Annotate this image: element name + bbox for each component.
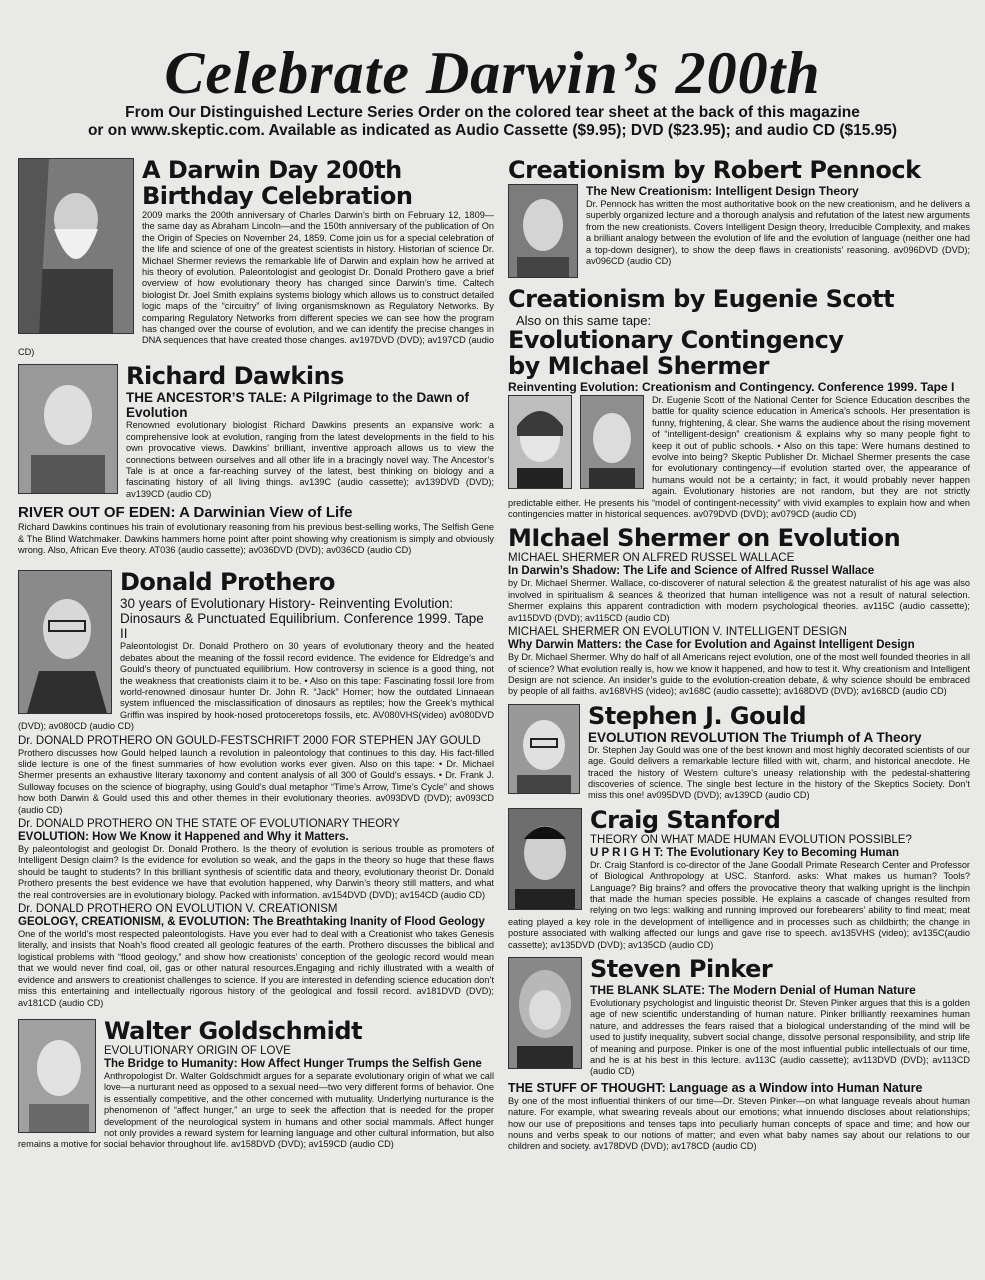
shermer-id-subhead: Why Darwin Matters: the Case for Evolution and Against Intelligent Design xyxy=(508,639,915,652)
page-subtitle xyxy=(40,104,945,140)
section-dawkins xyxy=(18,364,494,556)
prothero-state-subhead: EVOLUTION: How We Know it Happened and Why it Matters. xyxy=(18,831,349,844)
section-shermer xyxy=(508,526,970,697)
section-prothero xyxy=(18,570,494,1009)
pennock-heading: Creationism by Robert Pennock xyxy=(508,156,921,184)
stanford-photo xyxy=(508,808,582,910)
goldschmidt-subhead: EVOLUTIONARY ORIGIN OF LOVE xyxy=(104,1044,291,1057)
section-scott xyxy=(508,287,970,520)
dawkins-photo xyxy=(18,364,118,494)
pinker-photo xyxy=(508,957,582,1069)
darwin-photo xyxy=(18,158,134,334)
dawkins-body: Renowned evolutionary biologist Richard Dawkins presents an expansive work: a comprehensive look at evolution, ranging from the latest developments in the field to his own provocative views. Dawkins’ brilliant, inventive approach allows us to view the connections between ourselves and all other life in a bracingly novel way. The Ancestor’s Tale is at once a far-reaching survey of the latest, best thinking on biology and a fascinating history of all living things. av139C (audio cassette); av139DVD (DVD); av139CD (audio CD) xyxy=(126,420,494,499)
dawkins-heading: Richard Dawkins xyxy=(126,362,344,391)
section-pinker xyxy=(508,957,970,1153)
subtitle-line-1: From Our Distinguished Lecture Series Order on the colored tear sheet at the back of this magazine xyxy=(125,104,860,121)
scott-heading: Creationism by Eugenie Scott xyxy=(508,285,895,313)
shermer-photo xyxy=(580,395,644,489)
prothero-creationism-heading: Dr. DONALD PROTHERO ON EVOLUTION V. CREATIONISM xyxy=(18,903,338,916)
section-gould xyxy=(508,701,970,802)
scott-subhead: Reinventing Evolution: Creationism and Contingency. Conference 1999. Tape I xyxy=(508,380,955,394)
stanford-subhead-2: U P R I G H T: The Evolutionary Key to Becoming Human xyxy=(590,846,900,859)
dawkins-river-heading: RIVER OUT OF EDEN: A Darwinian View of Life xyxy=(18,504,353,522)
prothero-subhead: 30 years of Evolutionary History- Reinventing Evolution: Dinosaurs & Punctuated Equilibrium. Conference 1999. Tape II xyxy=(120,596,484,642)
pinker-stuff-heading: THE STUFF OF THOUGHT: Language as a Window into Human Nature xyxy=(508,1080,923,1095)
scott-also-label: Also on this same tape: xyxy=(516,313,652,328)
contingency-heading-2: by MIchael Shermer xyxy=(508,352,769,380)
left-column xyxy=(18,158,494,1157)
section-goldschmidt xyxy=(18,1016,494,1151)
gould-subhead: EVOLUTION REVOLUTION The Triumph of A Theory xyxy=(588,729,922,745)
pinker-body: Evolutionary psychologist and linguistic theorist Dr. Steven Pinker argues that this is a golden age of new scientific understanding of human nature. Pinker brilliantly reexamines human nature, and addresses the fears raised that a biological understanding of the mind will be used to justify inequality, subvert social change, dissolve personal responsibility, and strip life of meaning and purpose. Pinker is one of the most influential public intellectuals of our time, and he is at his best in this lecture. av113C (audio cassette); av113DVD (DVD); av113CD (audio CD) xyxy=(590,998,970,1077)
shermer-id-heading: MICHAEL SHERMER ON EVOLUTION V. INTELLIGENT DESIGN xyxy=(508,626,847,639)
gould-body: Dr. Stephen Jay Gould was one of the best known and most highly decorated scientists of our age. Gould delivers a remarkable lecture filled with wit, charm, and historical anecdote. He traced the history of Western culture’s uneasy relationship with the pedestal-shattering discoveries of science. The single best lecture in the history of the Skeptics Society. Don’t miss this one! av095DVD (DVD); av139CD (audio CD) xyxy=(588,744,970,801)
prothero-gould-body: Prothero discusses how Gould helped launch a revolution in paleontology that continues to this day. His fact-filled slide lecture is one of the finest summaries of how evolution works ever given. Also on this tape: • Dr. Michael Shermer presents an exhaustive literary taxonomy and content analysis of all 300 of Gould’s essays. • Dr. Frank J. Sulloway focuses on the science of biography, using Gould’s dual metaphor “Time’s Arrow, Time’s Cycle” and shows how both Darwin & Gould used this and other themes in their evolutionary theories. av093DVD (DVD); av093CD (audio CD) xyxy=(18,747,494,815)
shermer-wallace-body: by Dr. Michael Shermer. Wallace, co-discoverer of natural selection & the greatest naturalist of his age was also involved in spiritualism & seances & theorized that human intelligence was not a result of natural selection. Shermer explains this apparent contradiction with modern psychological theories. av115C (audio cassette); av115DVD (DVD); av115CD (audio CD) xyxy=(508,578,970,623)
darwin-day-heading-2: Birthday Celebration xyxy=(142,182,413,210)
darwin-day-heading-1: A Darwin Day 200th xyxy=(142,156,402,184)
prothero-state-heading: Dr. DONALD PROTHERO ON THE STATE OF EVOLUTIONARY THEORY xyxy=(18,818,400,831)
pennock-subhead: The New Creationism: Intelligent Design Theory xyxy=(586,184,859,198)
section-stanford xyxy=(508,805,970,951)
goldschmidt-body: Anthropologist Dr. Walter Goldschmidt argues for a separate evolutionary origin of what we call love—a nurturant need as opposed to a sexual need—two very different forms of behavior. One is essentially competitive, and the other concerned with mutuality. Underlying nurturance is the phenomenon of “affect hunger,” an urge to seek the affection that is needed for the proper development of the neurological system in humans and other social mammals. Affect hunger not only provides a reward system for learning language and other cultural information, but also remains a motive for social behavior throughout life. av158DVD (DVD); av159CD (audio CD) xyxy=(18,1070,494,1150)
prothero-creationism-body: One of the world’s most respected paleontologists. Have you ever had to deal with a Creationist who takes Genesis literally, and insists that Noah’s flood created all geologic features of the earth. Prothero discusses the biblical and logistical problems with “flood geology,” and show how creationists’ conception of the geologic record would mean that we would never find coal, oil, gas or other natural resources.Engaging and richly illustrated with a wealth of evidence and answers to creationist challenges to science. If you are interested in defending science education don’t miss this entertaining and intellectually rigorous history of the geological and fossil record. av181DVD (DVD); av181CD (audio CD) xyxy=(18,929,494,1008)
stanford-heading: Craig Stanford xyxy=(590,805,781,834)
shermer-wallace-subhead: In Darwin’s Shadow: The Life and Science of Alfred Russel Wallace xyxy=(508,565,875,578)
prothero-state-body: By paleontologist and geologist Dr. Donald Prothero. Is the theory of evolution is serious trouble as promoters of Intelligent Design claim? Is the evidence for evolution so weak, and the gaps in the theory so huge that these flaws should be taught to students? In this brilliant synthesis of scientific data and theory, evolutionary theorist Dr. Donald Prothero presents the best evidence we have that evolution happened, why Darwin’s theory still matters, and what the real controversies are in evolutionary biology. Packed with information. av154DVD (DVD); av154CD (audio CD) xyxy=(18,844,494,900)
dawkins-river-body: Richard Dawkins continues his train of evolutionary reasoning from his previous best-selling works, The Selfish Gene & The Blind Watchmaker. Dawkins hammers home point after point showing why creationism is simply and obviously wrong. Also, African Eve theory. AT036 (audio cassette); av036DVD (DVD); av036CD (audio CD) xyxy=(18,522,494,555)
right-column xyxy=(508,158,970,1159)
stanford-subhead: THEORY ON WHAT MADE HUMAN EVOLUTION POSSIBLE? xyxy=(590,833,912,846)
pinker-heading: Steven Pinker xyxy=(590,955,773,983)
pinker-subhead: THE BLANK SLATE: The Modern Denial of Human Nature xyxy=(590,983,916,997)
section-pennock xyxy=(508,158,970,281)
pennock-body: Dr. Pennock has written the most authoritative book on the new creationism, and he delivers a superbly organized lecture and a thorough analysis and refutation of the latest new arguments from the new creationists. Covers Intelligent Design theory, Irreducible Complexity, and makes a brilliant analogy between the evolution of life and the evolution of language (neither one had a top-down designer), to show the deep flaws in creationists’ reasoning. av096DVD (DVD); av096CD (audio CD) xyxy=(586,199,970,267)
scott-photo xyxy=(508,395,572,489)
pinker-stuff-body: By one of the most influential thinkers of our time—Dr. Steven Pinker—on what language reveals about human nature. For example, what swearing reveals about our emotions; what innuendo discloses about relationships; how our use of prepositions and tenses taps into peculiarly human concepts of space and time; and how our nouns and verbs speak to our notions of matter; and even what baby names say about our relations to our children and society. av178DVD (DVD); av178CD (audio CD) xyxy=(508,1095,970,1152)
shermer-wallace-heading: MICHAEL SHERMER ON ALFRED RUSSEL WALLACE xyxy=(508,552,795,565)
prothero-photo xyxy=(18,570,112,714)
section-darwin-day xyxy=(18,158,494,358)
stanford-body: Dr. Craig Stanford is co-director of the Jane Goodall Primate Research Center and Professor of Biological Anthropology at USC. Stanford. asks: What makes us human? Tools? Language? Big brains? and offers the provocative theory that walking upright is the linchpin that made the human species possible. He explains a cascade of changes resulted from relying on two legs: walking and running improved our forebearers’ ability to find meat; meat eating played a key role in the development of intelligence and in processes such as childbirth; the change in posture associated with walking affected our lungs and gave rise to speech. av135VHS (video); av135C(audio cassette); av135DVD (DVD); av135CD (audio CD) xyxy=(508,859,970,950)
gould-heading: Stephen J. Gould xyxy=(588,701,807,730)
dawkins-subhead: THE ANCESTOR’S TALE: A Pilgrimage to the Dawn of Evolution xyxy=(126,390,470,421)
contingency-heading-1: Evolutionary Contingency xyxy=(508,326,844,354)
scott-body: Dr. Eugenie Scott of the National Center for Science Education describes the battle for quality science education in America’s schools. Her presentation is funny, frightening, & clear. She warns the audience about the rising movement of “intelligent-design” creationism & explains why so many people fight to keep it out of public schools. • Also on this tape: Were humans destined to evolve into being? Skeptic Publisher Dr. Michael Shermer presents the case for evolutionary contingency—if evolution started over, the appearance of humans would not be a certainty; in fact, it would probably never happen again. Evolutionary histories are not random, but they are not strictly predictable either. He presents his “model of contingent-necessity” with vivid examples to explain how and when contingencies matter in historical sequences. av079DVD (DVD); av079CD (audio CD) xyxy=(508,395,970,520)
page-title: Celebrate Darwin’s 200th xyxy=(164,40,821,106)
goldschmidt-subhead-2: The Bridge to Humanity: How Affect Hunger Trumps the Selfish Gene xyxy=(104,1057,482,1070)
prothero-body: Paleontologist Dr. Donald Prothero on 30 years of evolutionary theory and the heated debates about the meaning of the fossil record evidence. The evidence for Eldredge’s and Gould’s theory of punctuated equilibrium. How controversy in science is a good thing, not the weakness that creationists claim it to be. • Also on this tape: Fascinating fossil lore from world-renowned dinosaur hunter Dr. John R. “Jack” Horner; how the outdated Linnaean system influenced the misclassification of dinosaurs as reptiles; how the Greek’s mythical Griffin was inspired by hook-nosed protoceretops fossils, etc. AV080VHS(video) av080DVD (DVD); av080CD (audio CD) xyxy=(18,641,494,732)
prothero-gould-heading: Dr. DONALD PROTHERO ON GOULD-FESTSCHRIFT 2000 FOR STEPHEN JAY GOULD xyxy=(18,734,481,747)
goldschmidt-heading: Walter Goldschmidt xyxy=(104,1016,363,1045)
subtitle-line-2: or on www.skeptic.com. Available as indicated as Audio Cassette ($9.95); DVD ($23.95); and audio CD ($15.95) xyxy=(87,122,898,139)
goldschmidt-photo xyxy=(18,1019,96,1133)
shermer-heading: MIchael Shermer on Evolution xyxy=(508,524,901,553)
shermer-id-body: By Dr. Michael Shermer. Why do half of all Americans reject evolution, one of the most well founded theories in all of science? What evolution really is, how we know it happened, and how to test it. Why creationism and Intelligent Design are not science. An insider’s guide to the evolution-creation debate, & why science should be embraced by people of all faiths. av168VHS (video); av168C (audio cassette); av168DVD (DVD); av168CD (audio CD) xyxy=(508,652,970,697)
darwin-day-body: 2009 marks the 200th anniversary of Charles Darwin’s birth on February 12, 1809—the same day as Abraham Lincoln—and the 150th anniversary of the publication of On the Origin of Species on November 24, 1859. Come join us for a special celebration of the life and science of one of the greatest scientists in history. Historian of science Dr. Michael Shermer reviews the remarkable life of Darwin and explain how he arrived at his theory of evolution. Paleontologist and geologist Dr. Donald Prothero gave a brief overview of how evolutionary theory has changed since Darwin’s time. Caltech biologist Dr. Joel Smith explains systems biology which allows us to construct detailed logic maps of the “circuitry” of living organismsknown as Regulatory Networks. By comparing Regulatory Networks from different species we can see how the program has changed over the course of evolution, and we can identify the precise changes in DNA sequences that have created those changes. av197DVD (DVD); av197CD (audio CD) xyxy=(18,210,494,357)
prothero-heading: Donald Prothero xyxy=(120,568,336,597)
gould-photo xyxy=(508,704,580,794)
prothero-creationism-subhead: GEOLOGY, CREATIONISM, & EVOLUTION: The Breathtaking Inanity of Flood Geology xyxy=(18,916,485,929)
pennock-photo xyxy=(508,184,578,278)
